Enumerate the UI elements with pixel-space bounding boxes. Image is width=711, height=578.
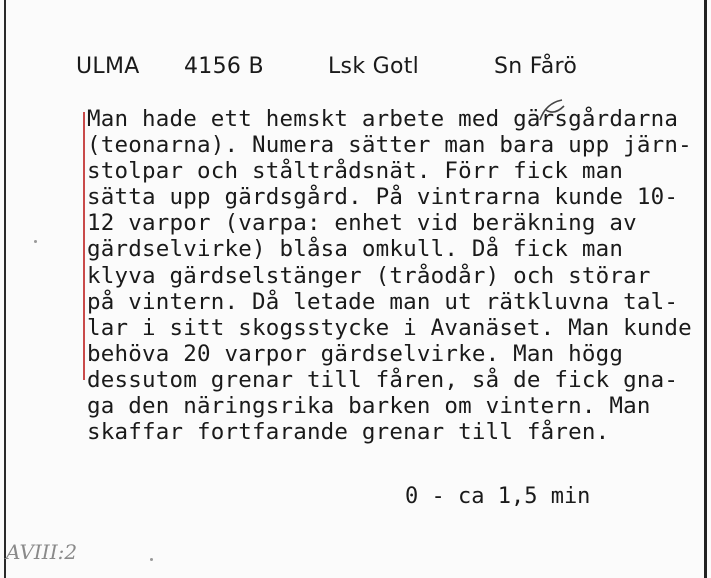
text-line: skaffar fortfarande grenar till fåren. — [87, 419, 610, 446]
text-line: klyva gärdselstänger (tråodår) och störar — [87, 262, 651, 289]
card-right-edge — [704, 0, 707, 578]
text-line: 12 varpor (varpa: enhet vid beräkning av — [87, 210, 637, 237]
parish-label: Sn Fårö — [494, 54, 578, 79]
text-line: ga den näringsrika barken om vintern. Man — [87, 393, 651, 420]
text-line: på vintern. Då letade man ut rätkluvna tal- — [87, 288, 679, 315]
card-left-edge — [4, 0, 6, 578]
transcript-text — [87, 106, 697, 445]
text-line: dessutom grenar till fåren, så de fick gna- — [87, 366, 679, 393]
region-label: Lsk Gotl — [328, 54, 420, 79]
speck — [150, 558, 153, 561]
margin-line — [83, 112, 85, 380]
text-line: gärdselvirke) blåsa omkull. Då fick man — [87, 236, 624, 263]
text-line: lar i sitt skogsstycke i Avanäset. Man kunde — [87, 314, 692, 341]
text-line: behöva 20 varpor gärdselvirke. Man högg — [87, 340, 624, 367]
text-line: sätta upp gärdsgård. På vintrarna kunde 10- — [87, 184, 679, 211]
recording-duration: 0 - ca 1,5 min — [405, 484, 591, 509]
handwritten-note: AVIII:2 — [6, 540, 78, 564]
record-number: 4156 B — [184, 54, 264, 79]
text-line: stolpar och ståltrådsnät. Förr fick man — [87, 158, 624, 185]
text-line: Man hade ett hemskt arbete med gärsgårdarna — [87, 106, 679, 132]
archive-code: ULMA — [76, 54, 140, 79]
text-line: (teonarna). Numera sätter man bara upp järn- — [87, 132, 692, 159]
speck — [34, 240, 37, 243]
